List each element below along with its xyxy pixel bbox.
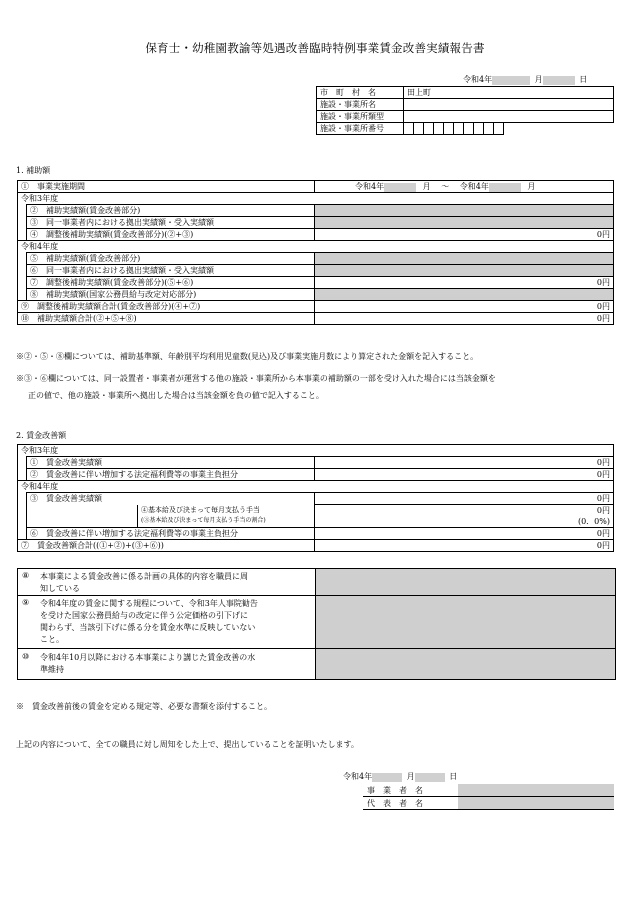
wage-item3-value: 0円 (315, 493, 614, 505)
wage-item-value: 0円 (315, 469, 614, 481)
subsidy-item-label: ③ 同一事業者内における拠出実績額・受入実績額 (27, 217, 315, 229)
wage-item6-label: ⑥ 賃金改善に伴い増加する法定福利費等の事業主負担分 (27, 528, 315, 540)
r4-heading: 令和4年度 (18, 241, 614, 253)
facility-number-digit[interactable] (414, 123, 424, 135)
item10-row (18, 649, 316, 679)
wage-item7-value: 0円 (315, 540, 614, 552)
subsidy-item-label: ⑥ 同一事業者内における拠出実績額・受入実績額 (27, 265, 315, 277)
sign-day-label: 日 (449, 772, 458, 781)
facility-number-digit[interactable] (434, 123, 444, 135)
representative-name-field[interactable] (458, 797, 614, 809)
facility-number-digit[interactable] (444, 123, 454, 135)
business-name-field[interactable] (458, 784, 614, 796)
subsidy-item-value[interactable] (315, 205, 614, 217)
wage-item-label: ② 賃金改善に伴い増加する法定福利費等の事業主負担分 (27, 469, 315, 481)
item8-line: 知している (40, 584, 80, 593)
facility-name-field[interactable] (404, 99, 614, 111)
spacer (504, 123, 561, 135)
facility-type-field[interactable] (404, 111, 614, 123)
period-to-year: 令和4年 (459, 182, 489, 191)
facility-municipality-value[interactable]: 田上町 (404, 87, 614, 99)
wage-item4-value: 0円 (596, 506, 610, 515)
wage-item3-label: ③ 賃金改善実績額 (27, 493, 315, 505)
indent (18, 253, 27, 265)
sign-month-field[interactable] (415, 773, 445, 782)
item8-mark: ⑧ (22, 571, 30, 580)
wage-item4-cell-value (315, 505, 614, 528)
facility-number-digit[interactable] (464, 123, 474, 135)
r3-heading: 令和3年度 (18, 193, 614, 205)
indent (18, 277, 27, 289)
subsidy-item-label: ② 補助実績額(賃金改善部分) (27, 205, 315, 217)
indent (18, 265, 27, 277)
certify-statement: 上記の内容について、全ての職員に対し周知をした上で、提出していることを証明いたします。 (16, 740, 359, 749)
subsidy-item-label: ⑦ 調整後補助実績額(賃金改善部分)(⑤+⑥) (27, 277, 315, 289)
period-to-month: 月 (527, 182, 536, 191)
item10-mark: ⑩ (22, 652, 30, 661)
item9-row (18, 596, 316, 649)
indent (18, 217, 27, 229)
subsidy-item-value: 0円 (315, 229, 614, 241)
wage-item4-percent: (0．0%) (577, 517, 610, 526)
facility-label: 施設・事業所名 (317, 99, 404, 111)
subsidy-table (17, 180, 614, 325)
total10-value: 0円 (315, 313, 614, 325)
business-name-label: 事 業 者 名 (367, 786, 423, 795)
item9-line: を受けた国家公務員給与の改定に伴う公定価格の引下げに (40, 611, 248, 620)
note-3: ※ 賃金改善前後の賃金を定める規定等、必要な書類を添付すること。 (16, 702, 272, 711)
subsidy-item-label: ④ 調整後補助実績額(賃金改善部分)(②+③) (27, 229, 315, 241)
indent (18, 493, 27, 505)
indent (18, 457, 27, 469)
sign-year-field[interactable] (372, 773, 402, 782)
date-era-year: 令和4年 (463, 75, 493, 84)
subsidy-item-value[interactable] (315, 217, 614, 229)
wage-item-label: ① 賃金改善実績額 (27, 457, 315, 469)
period-from-year: 令和4年 (355, 182, 385, 191)
total9-value: 0円 (315, 301, 614, 313)
wage-item4-cell (27, 505, 315, 528)
item8-answer[interactable] (316, 569, 615, 596)
wage-item-value: 0円 (315, 457, 614, 469)
section2-heading: 2. 賃金改善額 (16, 431, 67, 440)
date-year-field[interactable] (492, 76, 530, 85)
page-title: 保育士・幼稚園教諭等処遇改善臨時特例事業賃金改善実績報告書 (145, 41, 485, 55)
subsidy-item-value: 0円 (315, 277, 614, 289)
wage-checklist (17, 568, 616, 680)
item10-line: 令和4年10月以降における本事業により講じた賃金改善の水 (40, 653, 256, 662)
wage-r3-heading: 令和3年度 (18, 445, 614, 457)
indent (18, 205, 27, 217)
item9-line: 令和4年度の賃金に関する規程について、令和3年人事院勧告 (40, 599, 258, 608)
signature-date (343, 771, 457, 782)
date-month-label: 月 (534, 75, 543, 84)
subsidy-item-value[interactable] (315, 253, 614, 265)
subsidy-item-label: ⑧ 補助実績額(国家公務員給与改定対応部分) (27, 289, 315, 301)
item8-line: 本事業による賃金改善に係る計画の具体的内容を職員に周 (40, 572, 248, 581)
wage-table (17, 444, 614, 552)
wage-r4-heading: 令和4年度 (18, 481, 614, 493)
item9-mark: ⑨ (22, 598, 30, 607)
facility-number-digit[interactable] (454, 123, 464, 135)
sign-month-label: 月 (406, 772, 415, 781)
facility-number-digit[interactable] (494, 123, 504, 135)
date-day-label: 日 (579, 75, 588, 84)
facility-label: 施設・事業所類型 (317, 111, 404, 123)
subsidy-item-label: ⑤ 補助実績額(賃金改善部分) (27, 253, 315, 265)
wage-item6-value: 0円 (315, 528, 614, 540)
item9-line: 関わらず、当該引下げに係る分を賃金水準に反映していない (40, 623, 256, 632)
date-month-field[interactable] (543, 76, 575, 85)
indent (18, 289, 27, 301)
period-tilde: ～ (441, 182, 450, 191)
wage-item4-label: ④基本給及び決まって毎月支払う手当 (141, 505, 260, 514)
item10-answer[interactable] (316, 649, 615, 679)
period-from-year-field[interactable] (384, 183, 416, 192)
indent (18, 528, 27, 540)
indent (18, 469, 27, 481)
total9-label: ⑨ 調整後補助実績額合計(賃金改善部分)(④+⑦) (18, 301, 315, 313)
subsidy-item-value[interactable] (315, 265, 614, 277)
note-1: ※②・⑤・⑧欄については、補助基準額、年齢別平均利用児童数(見込)及び事業実施月数により算定された金額を記入すること。 (16, 352, 479, 361)
sign-era-year: 令和4年 (343, 772, 373, 781)
business-name-row (363, 784, 614, 797)
facility-label: 市 町 村 名 (317, 87, 404, 99)
section1-heading: 1. 補助額 (16, 166, 51, 175)
note-2b: 正の値で、他の施設・事業所へ拠出した場合は当該金額を負の値で記入すること。 (28, 391, 324, 400)
period-to-year-field[interactable] (489, 183, 521, 192)
spacer (561, 123, 614, 135)
period-from-month: 月 (422, 182, 431, 191)
period-cell (315, 181, 614, 193)
facility-table (316, 86, 614, 135)
representative-name-row (363, 797, 614, 810)
indent (18, 505, 27, 528)
subsidy-item-value[interactable] (315, 289, 614, 301)
wage-item7-label: ⑦ 賃金改善額合計((①+②)+(③+⑥)) (18, 540, 315, 552)
indent (18, 229, 27, 241)
item9-answer[interactable] (316, 596, 615, 649)
total10-label: ⑩ 補助実績額合計(②+⑤+⑧) (18, 313, 315, 325)
facility-label: 施設・事業所番号 (317, 123, 404, 135)
item8-row (18, 569, 316, 596)
facility-number-digit[interactable] (424, 123, 434, 135)
period-label: ① 事業実施期間 (18, 181, 315, 193)
representative-name-label: 代 表 者 名 (367, 799, 423, 808)
facility-number-digit[interactable] (474, 123, 484, 135)
facility-number-digit[interactable] (404, 123, 414, 135)
note-2a: ※③・⑥欄については、同一設置者・事業者が運営する他の施設・事業所から本事業の補助額の一部を受け入れた場合には当該金額を (16, 374, 496, 383)
date-line (463, 74, 587, 85)
item10-line: 準維持 (40, 665, 64, 674)
wage-item4-sub: (③基本給及び決まって毎月支払う手当の割合) (141, 516, 266, 524)
facility-number-digit[interactable] (484, 123, 494, 135)
item9-line: こと。 (40, 635, 64, 644)
